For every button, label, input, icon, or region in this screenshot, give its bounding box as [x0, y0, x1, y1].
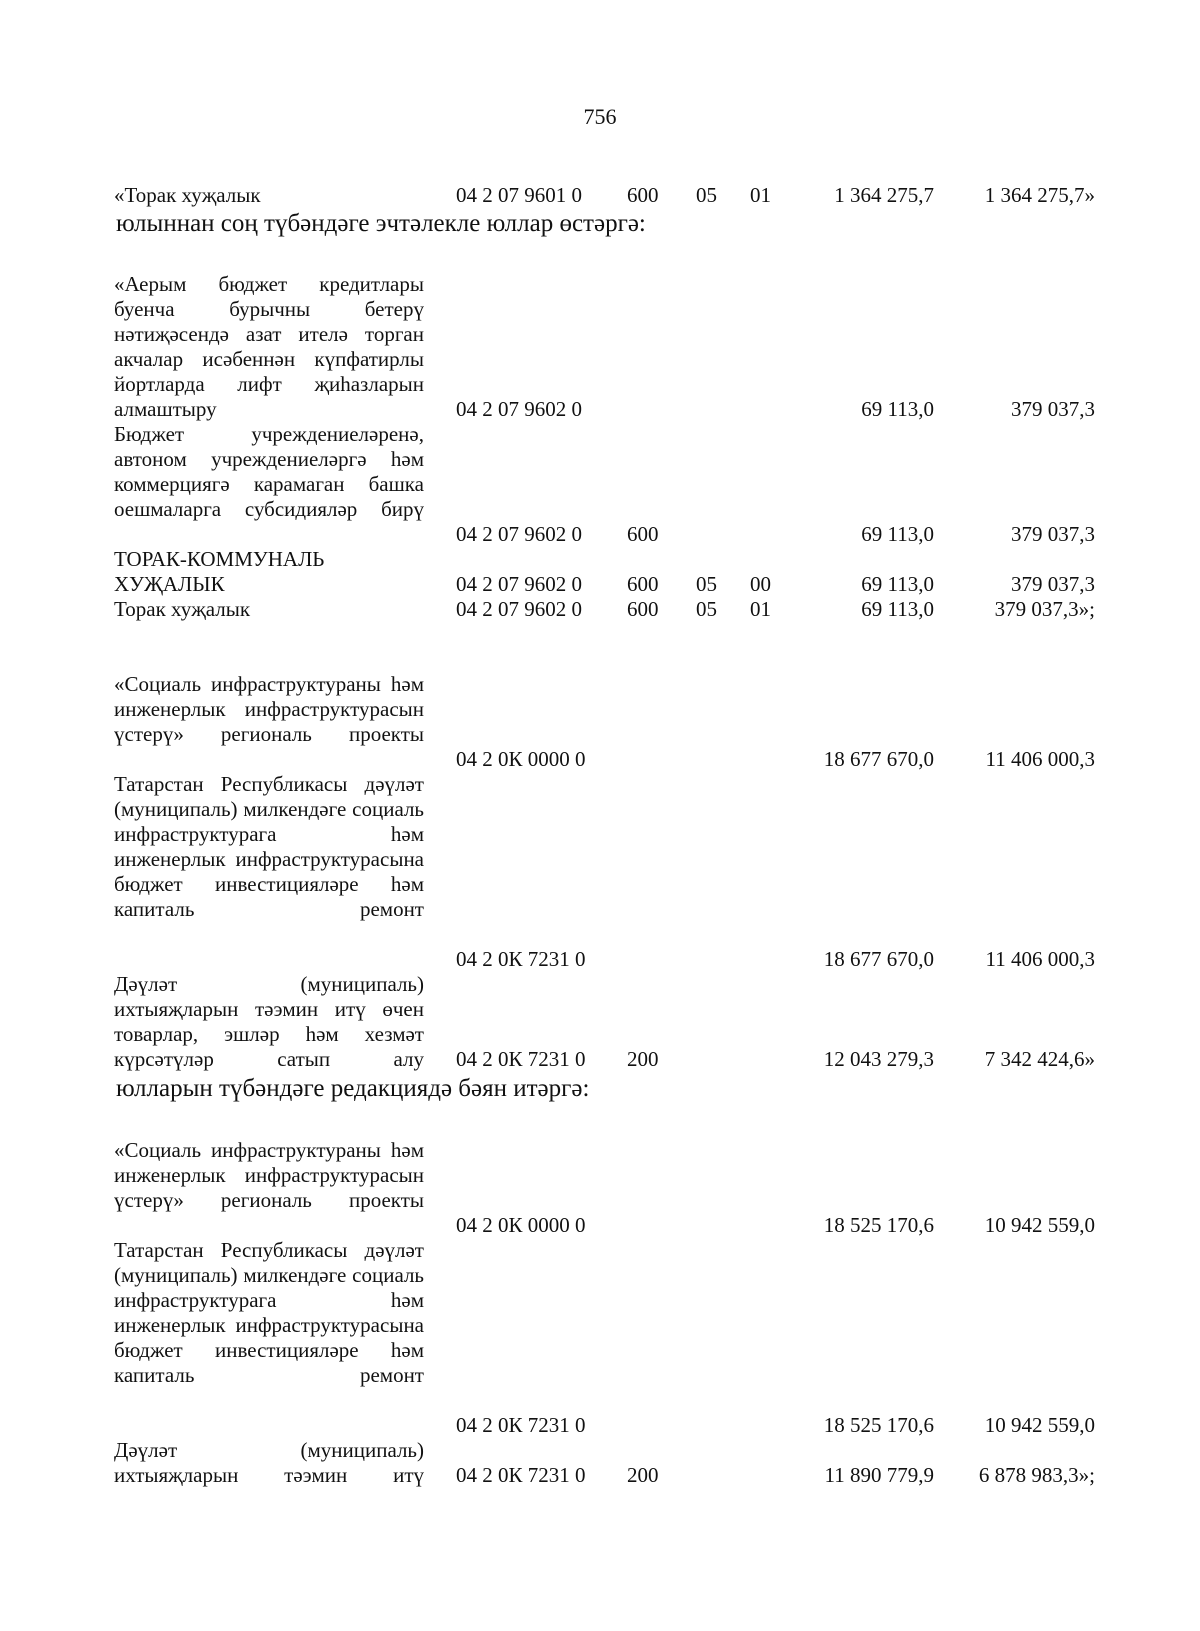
- row-sum-1: 69 113,0: [861, 522, 934, 546]
- row-code: 04 2 07 9601 0: [456, 183, 582, 207]
- row-sum-2: 11 406 000,3: [985, 747, 1095, 771]
- row-description: «Социаль инфраструктураны һәм инженерлык инфраструктурасын үстерү» региональ проекты: [114, 1138, 424, 1212]
- row-sum-1: 18 525 170,6: [823, 1213, 934, 1237]
- row-code: 04 2 0К 7231 0: [456, 1413, 586, 1437]
- row-sum-2: 10 942 559,0: [984, 1413, 1095, 1437]
- row-sum-1: 69 113,0: [861, 572, 934, 596]
- row-vr: 200: [627, 1463, 659, 1487]
- row-code: 04 2 0К 7231 0: [456, 947, 586, 971]
- row-sum-1: 1 364 275,7: [834, 183, 934, 207]
- row-sum-2: 379 037,3: [1011, 572, 1095, 596]
- row-sum-2: 379 037,3: [1011, 522, 1095, 546]
- row-sum-2: 11 406 000,3: [985, 947, 1095, 971]
- row-code: 04 2 0К 7231 0: [456, 1463, 586, 1487]
- row-description: «Торак хуҗалык: [114, 183, 261, 207]
- row-rz: 05: [696, 183, 717, 207]
- page-number: 756: [583, 104, 617, 129]
- row-sum-1: 18 677 670,0: [823, 947, 934, 971]
- row-code: 04 2 0К 0000 0: [456, 747, 586, 771]
- row-sum-1: 11 890 779,9: [824, 1463, 934, 1487]
- row-description: ТОРАК-КОММУНАЛЬ ХУҖАЛЫК: [114, 547, 325, 596]
- row-vr: 600: [627, 522, 659, 546]
- row-sum-2: 10 942 559,0: [984, 1213, 1095, 1237]
- row-sum-2: 379 037,3: [1011, 397, 1095, 421]
- row-code: 04 2 0К 0000 0: [456, 1213, 586, 1237]
- row-sum-1: 69 113,0: [861, 397, 934, 421]
- row-sum-1: 18 525 170,6: [823, 1413, 934, 1437]
- row-description: «Социаль инфраструктураны һәм инженерлык инфраструктурасын үстерү» региональ проекты: [114, 672, 424, 746]
- row-pr: 01: [750, 597, 771, 621]
- row-code: 04 2 07 9602 0: [456, 397, 582, 421]
- instruction-text: юлыннан соң түбәндәге эчтәлекле юллар өстәргә:: [116, 210, 646, 237]
- row-rz: 05: [696, 597, 717, 621]
- row-sum-2: 6 878 983,3»;: [978, 1463, 1095, 1487]
- row-sum-2: 379 037,3»;: [994, 597, 1095, 621]
- row-vr: 600: [627, 572, 659, 596]
- row-vr: 600: [627, 597, 659, 621]
- row-code: 04 2 07 9602 0: [456, 522, 582, 546]
- row-description: Татарстан Республикасы дәүләт (муниципаль) милкендәге социаль инфраструктурага һәм инженерлык инфраструктурасына бюджет инвестицияләре һәм капиталь ремонт: [114, 1238, 424, 1387]
- row-description: Дәүләт (муниципаль) ихтыяҗларын тәэмин итү өчен товарлар, эшләр һәм хезмәт күрсәтүләр сатып алу: [114, 972, 424, 1071]
- row-code: 04 2 07 9602 0: [456, 597, 582, 621]
- row-rz: 05: [696, 572, 717, 596]
- row-sum-1: 12 043 279,3: [823, 1047, 934, 1071]
- row-sum-2: 1 364 275,7»: [984, 183, 1095, 207]
- instruction-text: юлларын түбәндәге редакциядә бәян итәргә:: [116, 1075, 590, 1102]
- row-sum-2: 7 342 424,6»: [984, 1047, 1095, 1071]
- row-description: Дәүләт (муниципаль) ихтыяҗларын тәэмин итү: [114, 1438, 424, 1487]
- row-sum-1: 18 677 670,0: [823, 747, 934, 771]
- row-vr: 200: [627, 1047, 659, 1071]
- row-vr: 600: [627, 183, 659, 207]
- row-code: 04 2 07 9602 0: [456, 572, 582, 596]
- row-description: «Аерым бюджет кредитлары буенча бурычны бетерү нәтиҗәсендә азат ителә торган акчалар исәбеннән күпфатирлы йортларда лифт җиһазларын алмаштыру: [114, 272, 424, 421]
- row-description: Бюджет учреждениеләренә, автоном учреждениеләргә һәм коммерциягә карамаган башка оешмаларга субсидияләр бирү: [114, 422, 424, 521]
- row-sum-1: 69 113,0: [861, 597, 934, 621]
- row-description: Татарстан Республикасы дәүләт (муниципаль) милкендәге социаль инфраструктурага һәм инженерлык инфраструктурасына бюджет инвестицияләре һәм капиталь ремонт: [114, 772, 424, 921]
- row-description: Торак хуҗалык: [114, 597, 251, 621]
- row-pr: 00: [750, 572, 771, 596]
- row-pr: 01: [750, 183, 771, 207]
- row-code: 04 2 0К 7231 0: [456, 1047, 586, 1071]
